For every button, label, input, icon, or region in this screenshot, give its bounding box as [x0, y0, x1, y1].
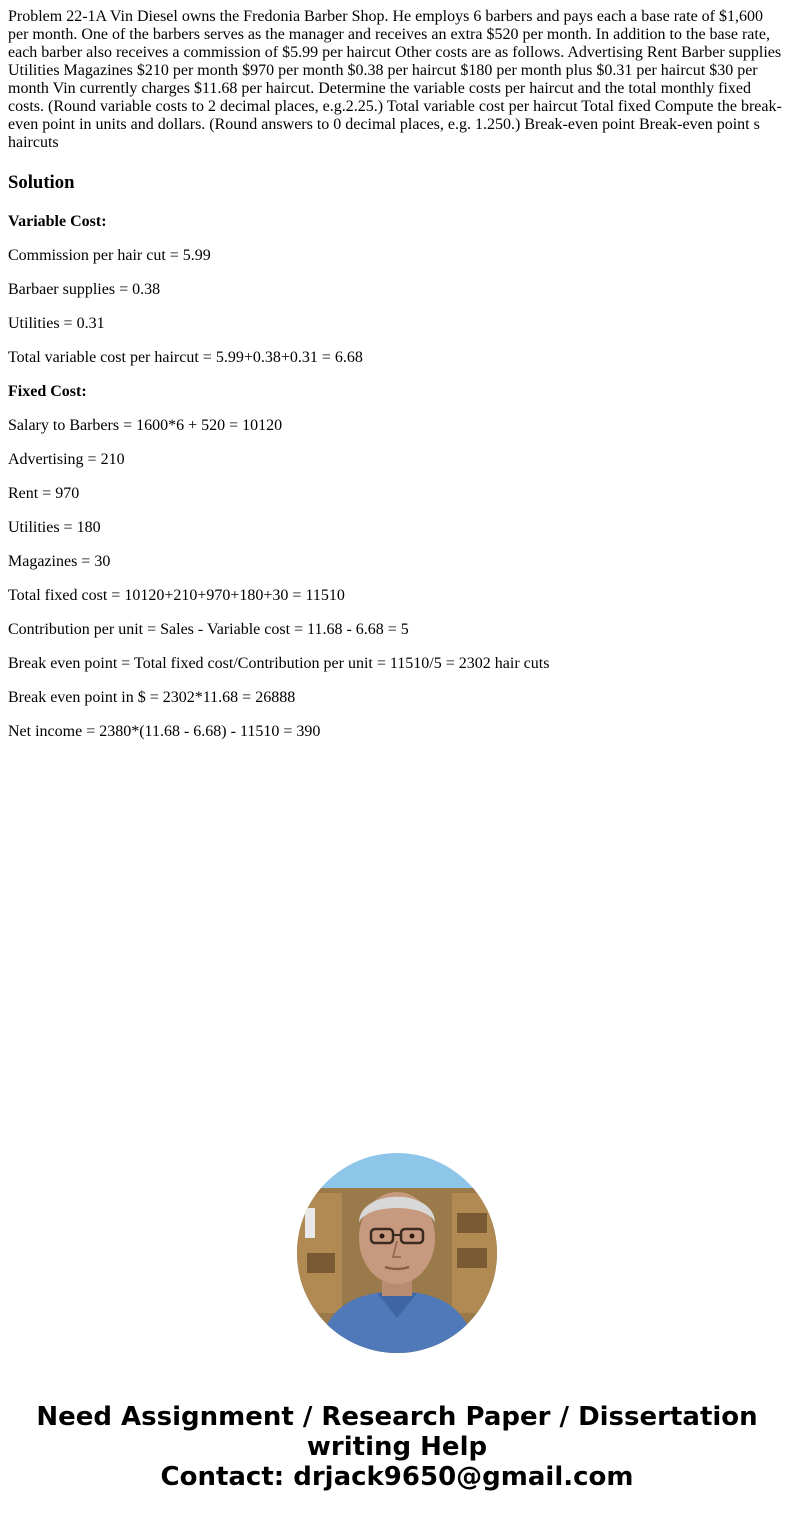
document-body — [8, 8, 786, 741]
fixed-utilities-line: Utilities = 180 — [8, 519, 101, 536]
banner-contact-line: Contact: drjack9650@gmail.com — [160, 1462, 634, 1492]
commission-line: Commission per hair cut = 5.99 — [8, 247, 211, 264]
contribution-line: Contribution per unit = Sales - Variable cost = 11.68 - 6.68 = 5 — [8, 621, 409, 638]
contact-banner — [0, 1402, 794, 1492]
variable-utilities-line: Utilities = 0.31 — [8, 315, 105, 332]
barber-supplies-line: Barbaer supplies = 0.38 — [8, 281, 161, 298]
rent-line: Rent = 970 — [8, 485, 80, 502]
net-income-line: Net income = 2380*(11.68 - 6.68) - 11510 = 390 — [8, 723, 321, 740]
total-fixed-cost-line: Total fixed cost = 10120+210+970+180+30 = 11510 — [8, 587, 345, 604]
author-avatar — [297, 1153, 497, 1353]
advertising-line: Advertising = 210 — [8, 451, 125, 468]
salary-line: Salary to Barbers = 1600*6 + 520 = 10120 — [8, 417, 283, 434]
solution-heading: Solution — [8, 172, 75, 193]
banner-line-2: writing Help — [306, 1432, 488, 1462]
variable-cost-heading: Variable Cost: — [8, 213, 107, 230]
fixed-cost-heading: Fixed Cost: — [8, 383, 87, 400]
break-even-units-line: Break even point = Total fixed cost/Contribution per unit = 11510/5 = 2302 hair cuts — [8, 655, 550, 672]
problem-statement: Problem 22-1A Vin Diesel owns the Fredonia Barber Shop. He employs 6 barbers and pays each a base rate of $1,600 per month. One of the barbers serves as the manager and receives an extra $520 per month. In addition to the base rate, each barber also receives a commission of $5.99 per haircut Other costs are as follows. Advertising Rent Barber supplies Utilities Magazines $210 per month $970 per month $0.38 per haircut $180 per month plus $0.31 per haircut $30 per month Vin currently charges $11.68 per haircut. Determine the variable costs per haircut and the total monthly fixed costs. (Round variable costs to 2 decimal places, e.g.2.25.) Total variable cost per haircut Total fixed Compute the break-even point in units and dollars. (Round answers to 0 decimal places, e.g. 1.250.) Break-even point Break-even point s haircuts — [8, 8, 782, 151]
author-portrait-image — [297, 1153, 497, 1353]
break-even-dollars-line: Break even point in $ = 2302*11.68 = 26888 — [8, 689, 296, 706]
banner-line-1: Need Assignment / Research Paper / Dissertation — [36, 1402, 758, 1432]
total-variable-cost-line: Total variable cost per haircut = 5.99+0.38+0.31 = 6.68 — [8, 349, 363, 366]
magazines-line: Magazines = 30 — [8, 553, 111, 570]
